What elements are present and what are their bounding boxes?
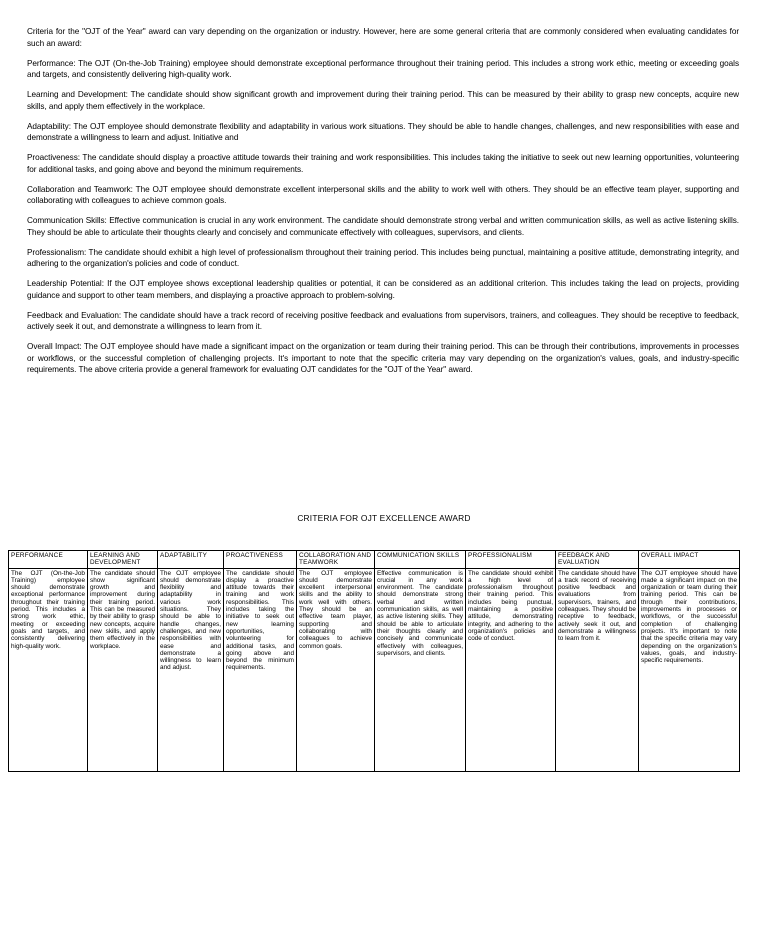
header-collaboration: COLLABORATION AND TEAMWORK: [297, 551, 375, 569]
performance-paragraph: Performance: The OJT (On-the-Job Training) employee should demonstrate exceptional performance throughout their training period. This includes a strong work ethic, meeting or exceeding goals and targets, and consistently delivering high-quality work.: [27, 58, 739, 79]
cell-professionalism: The candidate should exhibit a high level of professionalism throughout their training period. This includes being punctual, maintaining a positive attitude, demonstrating integrity, and adhering to the organization's policies and code of conduct.: [466, 568, 556, 771]
header-feedback: FEEDBACK AND EVALUATION: [556, 551, 639, 569]
feedback-paragraph: Feedback and Evaluation: The candidate should have a track record of receiving positive feedback and evaluations from supervisors, trainers, and colleagues. They should be receptive to feedback, actively seek it out, and demonstrate a willingness to learn from it.: [27, 310, 739, 331]
professionalism-paragraph: Professionalism: The candidate should exhibit a high level of professionalism throughout their training period. This includes being punctual, maintaining a positive attitude, demonstrating integrity, and adhering to the organization's policies and code of conduct.: [27, 247, 739, 268]
table-header-row: [9, 551, 740, 569]
cell-learning-development: The candidate should show significant growth and improvement during their training period. This can be measured by their ability to grasp new concepts, acquire new skills, and apply them effectively in the workplace.: [88, 568, 158, 771]
table-row: [9, 568, 740, 771]
cell-adaptability: The OJT employee should demonstrate flexibility and adaptability in various work situations. They should be able to handle changes, challenges, and new responsibilities with ease and demonstrate a willingness to learn and adjust.: [158, 568, 224, 771]
cell-overall-impact: The OJT employee should have made a significant impact on the organization or team during their training period. This can be through their contributions, improvements in processes or workflows, or the successful completion of challenging projects. It's important to note that the specific criteria may vary depending on the organization's values, goals, and industry-specific requirements.: [639, 568, 740, 771]
collaboration-paragraph: Collaboration and Teamwork: The OJT employee should demonstrate excellent interpersonal skills and the ability to work well with others. They should be an effective team player, supporting and collaborating with colleagues to achieve common goals.: [27, 184, 739, 205]
header-proactiveness: PROACTIVENESS: [224, 551, 297, 569]
header-adaptability: ADAPTABILITY: [158, 551, 224, 569]
cell-feedback: The candidate should have a track record of receiving positive feedback and evaluations from supervisors, trainers, and colleagues. They should be receptive to feedback, actively seek it out, and demonstrate a willingness to learn from it.: [556, 568, 639, 771]
leadership-paragraph: Leadership Potential: If the OJT employee shows exceptional leadership qualities or potential, it can be considered as an additional criterion. This includes taking the lead on projects, providing guidance and support to other team members, and displaying a proactive approach to problem-solving.: [27, 279, 739, 300]
communication-paragraph: Communication Skills: Effective communication is crucial in any work environment. The candidate should demonstrate strong verbal and written communication skills, as well as active listening skills. They should be able to articulate their thoughts clearly and concisely and communicate effectively with colleagues, supervisors, and clients.: [27, 216, 739, 237]
cell-communication: Effective communication is crucial in any work environment. The candidate should demonstrate strong verbal and written communication skills, as well as active listening skills. They should be able to articulate their thoughts clearly and concisely and communicate effectively with colleagues, supervisors, and clients.: [375, 568, 466, 771]
cell-performance: The OJT (On-the-Job Training) employee should demonstrate exceptional performance throughout their training period. This includes a strong work ethic, meeting or exceeding goals and targets, and consistently delivering high-quality work.: [9, 568, 88, 771]
overall-impact-paragraph: Overall Impact: The OJT employee should have made a significant impact on the organization or team during their training period. This can be through their contributions, improvements in processes or workflows, or the successful completion of challenging projects. It's important to note that the specific criteria may vary depending on the organization's values, goals, and industry-specific requirements. The above criteria provide a general framework for evaluating OJT candidates for the "OJT of the Year" award.: [27, 342, 739, 374]
learning-development-paragraph: Learning and Development: The candidate should show significant growth and improvement during their training period. This can be measured by their ability to grasp new concepts, acquire new skills, and apply them effectively in the workplace.: [27, 90, 739, 111]
cell-collaboration: The OJT employee should demonstrate excellent interpersonal skills and the ability to work well with others. They should be an effective team player, supporting and collaborating with colleagues to achieve common goals.: [297, 568, 375, 771]
proactiveness-paragraph: Proactiveness: The candidate should display a proactive attitude towards their training and work responsibilities. This includes taking the initiative to seek out new learning opportunities, volunteering for additional tasks, and going above and beyond the minimum requirements.: [27, 153, 739, 174]
intro-paragraph: Criteria for the "OJT of the Year" award can vary depending on the organization or industry. However, here are some general criteria that are commonly considered when evaluating candidates for such an award:: [27, 27, 739, 48]
intro-text: [27, 26, 739, 384]
header-performance: PERFORMANCE: [9, 551, 88, 569]
header-learning-development: LEARNING AND DEVELOPMENT: [88, 551, 158, 569]
header-overall-impact: OVERALL IMPACT: [639, 551, 740, 569]
adaptability-paragraph: Adaptability: The OJT employee should demonstrate flexibility and adaptability in various work situations. They should be able to handle changes, challenges, and new responsibilities with ease and demonstrate a willingness to learn and adjust. Initiative and: [27, 121, 739, 142]
table-title: CRITERIA FOR OJT EXCELLENCE AWARD: [297, 513, 471, 523]
criteria-table: [8, 550, 740, 772]
header-communication: COMMUNICATION SKILLS: [375, 551, 466, 569]
cell-proactiveness: The candidate should display a proactive attitude towards their training and work responsibilities. This includes taking the initiative to seek out new learning opportunities, volunteering for additional tasks, and going above and beyond the minimum requirements.: [224, 568, 297, 771]
header-professionalism: PROFESSIONALISM: [466, 551, 556, 569]
